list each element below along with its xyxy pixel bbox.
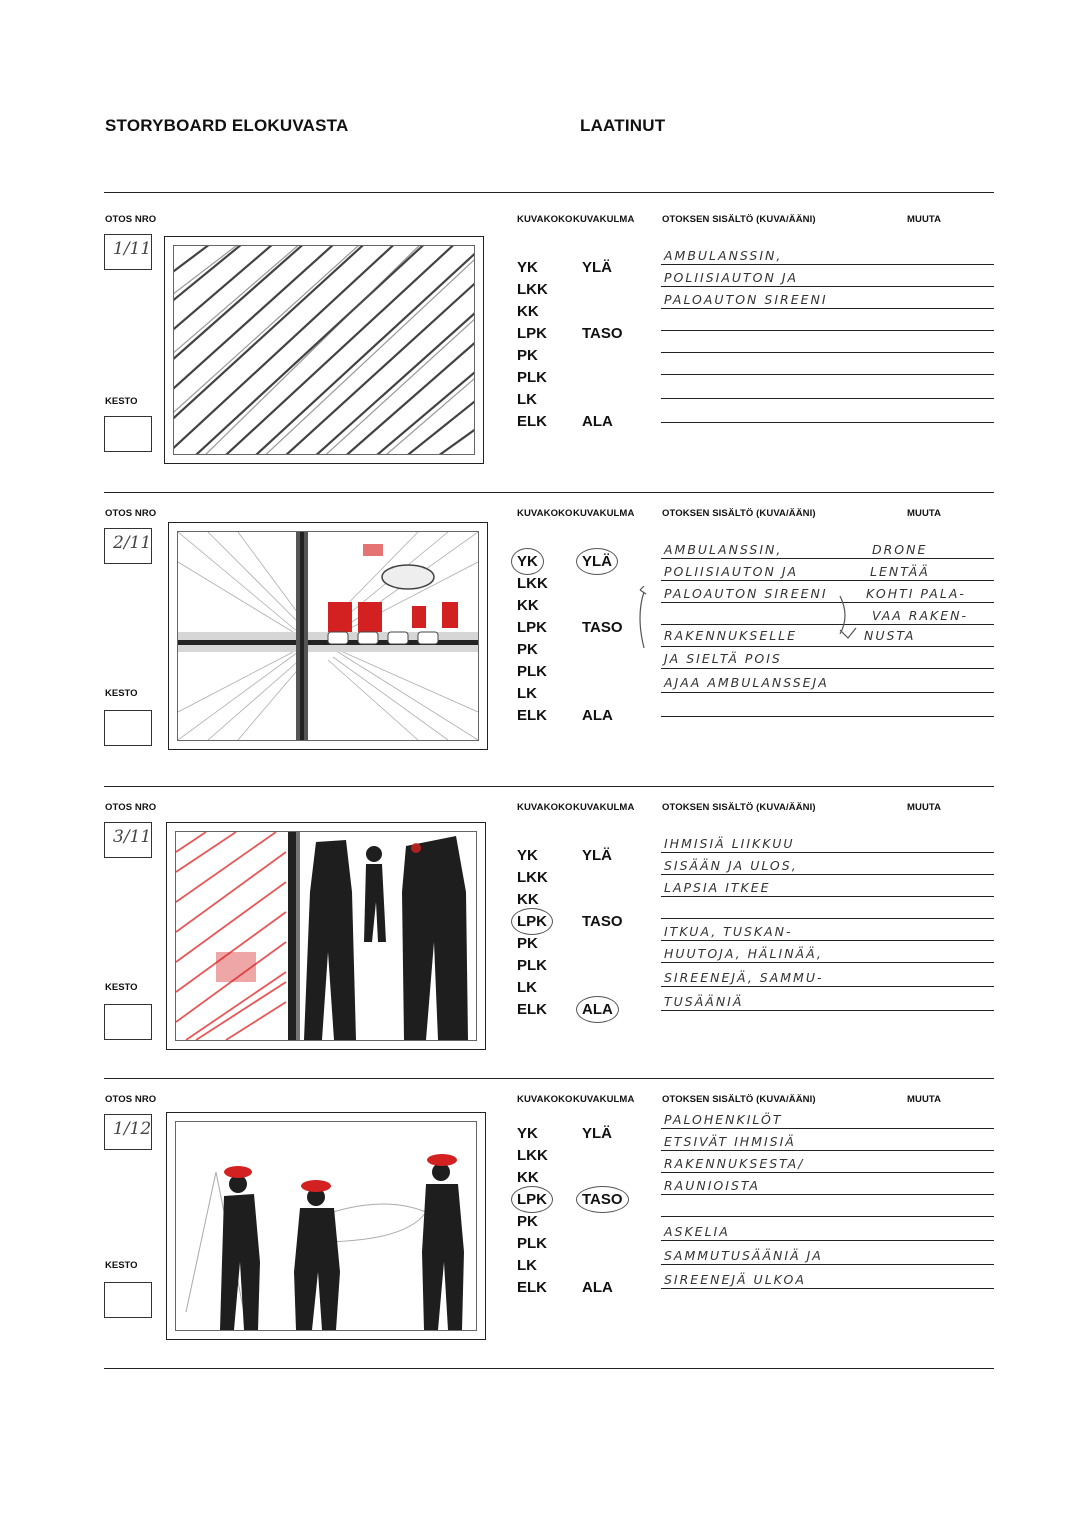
shot-number: 1/12 — [113, 1119, 152, 1139]
sketch-crowd — [176, 832, 476, 1040]
size-ELK[interactable]: ELK — [517, 707, 547, 724]
size-YK[interactable]: YK — [517, 259, 538, 276]
content-line[interactable] — [661, 374, 994, 375]
content-text: RAUNIOISTA — [664, 1178, 760, 1193]
content-line[interactable] — [661, 1010, 994, 1011]
size-LK[interactable]: LK — [517, 391, 537, 408]
shot-number: 2/11 — [113, 533, 152, 553]
size-LKK[interactable]: LKK — [517, 1147, 548, 1164]
kuvakoko-header: KUVAKOKO — [517, 1094, 573, 1105]
sisalto-header: OTOKSEN SISÄLTÖ (KUVA/ÄÄNI) — [662, 1094, 816, 1105]
content-line[interactable] — [661, 352, 994, 353]
kuvakulma-header: KUVAKULMA — [573, 802, 635, 813]
angle-YLA[interactable]: YLÄ — [582, 259, 612, 276]
size-PK[interactable]: PK — [517, 641, 538, 658]
content-line[interactable] — [661, 1150, 994, 1151]
content-line[interactable] — [661, 692, 994, 693]
shot-number-box[interactable] — [104, 234, 152, 270]
kesto-box[interactable] — [104, 1282, 152, 1318]
content-line[interactable] — [661, 940, 994, 941]
otos-nro-label: OTOS NRO — [105, 1094, 157, 1105]
size-PLK[interactable]: PLK — [517, 663, 547, 680]
kesto-label: KESTO — [105, 982, 138, 993]
content-text: RAKENNUKSELLE — [664, 628, 798, 643]
size-LK[interactable]: LK — [517, 685, 537, 702]
content-text: HUUTOJA, HÄLINÄÄ, — [664, 946, 823, 961]
angle-TASO[interactable]: TASO — [582, 325, 623, 342]
angle-YLA[interactable]: YLÄ — [582, 1125, 612, 1142]
shot-block-2 — [0, 508, 1080, 778]
size-ELK[interactable]: ELK — [517, 413, 547, 430]
otos-nro-label: OTOS NRO — [105, 802, 157, 813]
angle-TASO[interactable]: TASO — [582, 1191, 623, 1208]
content-text: PALOHENKILÖT — [664, 1112, 783, 1127]
content-line[interactable] — [661, 1194, 994, 1195]
content-text: ITKUA, TUSKAN- — [664, 924, 793, 939]
content-line[interactable] — [661, 962, 994, 963]
sisalto-header: OTOKSEN SISÄLTÖ (KUVA/ÄÄNI) — [662, 508, 816, 519]
size-LK[interactable]: LK — [517, 1257, 537, 1274]
sketch-frame — [168, 522, 488, 750]
kuvakulma-header: KUVAKULMA — [573, 1094, 635, 1105]
page-title: STORYBOARD ELOKUVASTA — [105, 116, 349, 135]
angle-ALA[interactable]: ALA — [582, 1001, 613, 1018]
size-PK[interactable]: PK — [517, 1213, 538, 1230]
size-PK[interactable]: PK — [517, 347, 538, 364]
content-line[interactable] — [661, 286, 994, 287]
content-line[interactable] — [661, 852, 994, 853]
content-line[interactable] — [661, 422, 994, 423]
angle-TASO[interactable]: TASO — [582, 619, 623, 636]
content-text: AMBULANSSIN, — [664, 248, 783, 263]
size-LKK[interactable]: LKK — [517, 281, 548, 298]
content-text: POLIISIAUTON JA — [664, 270, 799, 285]
shot-number-box[interactable] — [104, 1114, 152, 1150]
divider — [104, 1078, 994, 1079]
note-text: KOHTI PALA- — [866, 586, 966, 601]
divider — [104, 1368, 994, 1369]
size-PLK[interactable]: PLK — [517, 369, 547, 386]
content-text: SISÄÄN JA ULOS, — [664, 858, 798, 873]
shot-block-3 — [0, 802, 1080, 1072]
kuvakoko-header: KUVAKOKO — [517, 214, 573, 225]
size-PK[interactable]: PK — [517, 935, 538, 952]
content-text: PALOAUTON SIREENI — [664, 292, 828, 307]
sketch-aerial-building — [178, 532, 478, 740]
kuvakulma-header: KUVAKULMA — [573, 508, 635, 519]
muuta-header: MUUTA — [907, 1094, 942, 1105]
otos-nro-label: OTOS NRO — [105, 214, 157, 225]
content-text: RAKENNUKSESTA/ — [664, 1156, 805, 1171]
content-line[interactable] — [661, 986, 994, 987]
angle-YLA[interactable]: YLÄ — [582, 553, 612, 570]
sisalto-header: OTOKSEN SISÄLTÖ (KUVA/ÄÄNI) — [662, 214, 816, 225]
content-line[interactable] — [661, 1128, 994, 1129]
size-LPK[interactable]: LPK — [517, 619, 547, 636]
kesto-label: KESTO — [105, 396, 138, 407]
content-text: AMBULANSSIN, — [664, 542, 783, 557]
content-line[interactable] — [661, 1264, 994, 1265]
angle-ALA[interactable]: ALA — [582, 707, 613, 724]
sketch-firefighters — [176, 1122, 476, 1330]
note-text: DRONE — [872, 542, 928, 557]
size-ELK[interactable]: ELK — [517, 1001, 547, 1018]
size-PLK[interactable]: PLK — [517, 1235, 547, 1252]
content-line[interactable] — [661, 264, 994, 265]
content-line[interactable] — [661, 580, 994, 581]
size-KK[interactable]: KK — [517, 891, 539, 908]
kesto-box[interactable] — [104, 710, 152, 746]
content-text: PALOAUTON SIREENI — [664, 586, 828, 601]
content-line[interactable] — [661, 330, 994, 331]
kesto-label: KESTO — [105, 688, 138, 699]
shot-number-box[interactable] — [104, 528, 152, 564]
content-line[interactable] — [661, 918, 994, 919]
sisalto-header: OTOKSEN SISÄLTÖ (KUVA/ÄÄNI) — [662, 802, 816, 813]
angle-TASO[interactable]: TASO — [582, 913, 623, 930]
kesto-box[interactable] — [104, 416, 152, 452]
size-LKK[interactable]: LKK — [517, 869, 548, 886]
size-YK[interactable]: YK — [517, 1125, 538, 1142]
sketch-dark-hatching — [174, 246, 474, 454]
size-LKK[interactable]: LKK — [517, 575, 548, 592]
author-label: LAATINUT — [580, 116, 666, 135]
content-text: ASKELIA — [664, 1224, 730, 1239]
divider — [104, 492, 994, 493]
size-KK[interactable]: KK — [517, 597, 539, 614]
kuvakoko-header: KUVAKOKO — [517, 802, 573, 813]
size-PLK[interactable]: PLK — [517, 957, 547, 974]
muuta-header: MUUTA — [907, 214, 942, 225]
content-text: ETSIVÄT IHMISIÄ — [664, 1134, 796, 1149]
angle-ALA[interactable]: ALA — [582, 1279, 613, 1296]
content-line[interactable] — [661, 1216, 994, 1217]
shot-number-box[interactable] — [104, 822, 152, 858]
content-text: AJAA AMBULANSSEJA — [664, 675, 829, 690]
content-text: JA SIELTÄ POIS — [664, 651, 782, 666]
divider — [104, 192, 994, 193]
content-text: IHMISIÄ LIIKKUU — [664, 836, 795, 851]
note-text: LENTÄÄ — [870, 564, 930, 579]
content-text: TUSÄÄNIÄ — [664, 994, 744, 1009]
content-line[interactable] — [661, 874, 994, 875]
otos-nro-label: OTOS NRO — [105, 508, 157, 519]
content-text: POLIISIAUTON JA — [664, 564, 799, 579]
shot-block-1 — [0, 214, 1080, 484]
size-KK[interactable]: KK — [517, 1169, 539, 1186]
size-LK[interactable]: LK — [517, 979, 537, 996]
shot-number: 1/11 — [113, 239, 152, 259]
size-YK[interactable]: YK — [517, 847, 538, 864]
kesto-label: KESTO — [105, 1260, 138, 1271]
content-line[interactable] — [661, 308, 994, 309]
content-line[interactable] — [661, 558, 994, 559]
sketch-frame — [164, 236, 484, 464]
shot-block-4 — [0, 1094, 1080, 1364]
note-text: NUSTA — [864, 628, 916, 643]
shot-number: 3/11 — [113, 827, 152, 847]
content-line[interactable] — [661, 1172, 994, 1173]
divider — [104, 786, 994, 787]
content-text: SIREENEJÄ, SAMMU- — [664, 970, 824, 985]
angle-YLA[interactable]: YLÄ — [582, 847, 612, 864]
sketch-frame — [166, 1112, 486, 1340]
note-text: VAA RAKEN- — [872, 608, 968, 623]
muuta-header: MUUTA — [907, 802, 942, 813]
kuvakulma-header: KUVAKULMA — [573, 214, 635, 225]
muuta-header: MUUTA — [907, 508, 942, 519]
content-text: SAMMUTUSÄÄNIÄ JA — [664, 1248, 823, 1263]
size-ELK[interactable]: ELK — [517, 1279, 547, 1296]
size-LPK[interactable]: LPK — [517, 325, 547, 342]
size-LPK[interactable]: LPK — [517, 1191, 547, 1208]
size-LPK[interactable]: LPK — [517, 913, 547, 930]
content-line[interactable] — [661, 398, 994, 399]
content-line[interactable] — [661, 1288, 994, 1289]
content-line[interactable] — [661, 1240, 994, 1241]
content-line[interactable] — [661, 668, 994, 669]
content-line[interactable] — [661, 716, 994, 717]
kesto-box[interactable] — [104, 1004, 152, 1040]
kuvakoko-header: KUVAKOKO — [517, 508, 573, 519]
size-KK[interactable]: KK — [517, 303, 539, 320]
size-YK[interactable]: YK — [517, 553, 538, 570]
content-text: LAPSIA ITKEE — [664, 880, 771, 895]
content-line[interactable] — [661, 896, 994, 897]
angle-ALA[interactable]: ALA — [582, 413, 613, 430]
sketch-frame — [166, 822, 486, 1050]
content-text: SIREENEJÄ ULKOA — [664, 1272, 806, 1287]
bracket-arrows-icon — [630, 586, 860, 666]
